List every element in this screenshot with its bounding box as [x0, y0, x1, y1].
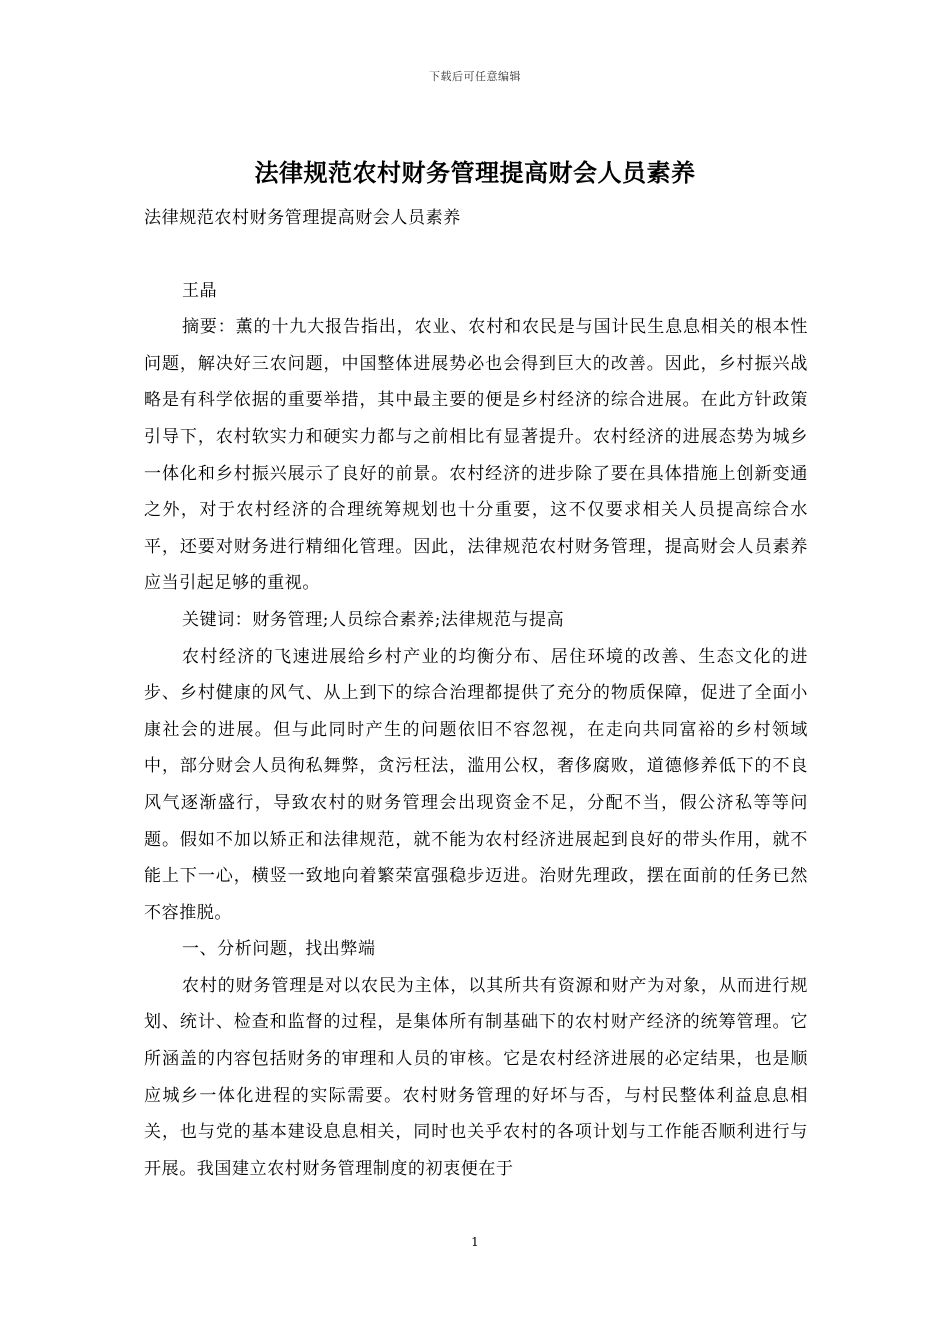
document-body — [144, 200, 808, 1187]
page-number: 1 — [471, 1235, 479, 1249]
document-title: 法律规范农村财务管理提高财会人员素养 — [254, 158, 696, 187]
body-paragraph-2: 农村的财务管理是对以农民为主体，以其所共有资源和财产为对象，从而进行规划、统计、检查和监督的过程，是集体所有制基础下的农村财产经济的统筹管理。它所涵盖的内容包括财务的审理和人员的审核。它是农村经济进展的必定结果，也是顺应城乡一体化进程的实际需要。农村财务管理的好坏与否，与村民整体利益息息相关，也与党的基本建设息息相关，同时也关乎农村的各项计划与工作能否顺利进行与开展。我国建立农村财务管理制度的初衷便在于 — [144, 975, 808, 1179]
header-note: 下载后可任意编辑 — [429, 70, 521, 83]
author-name: 王晶 — [182, 280, 218, 301]
section-heading-1: 一、分析问题，找出弊端 — [182, 939, 376, 960]
abstract-paragraph: 摘要：薫的十九大报告指出，农业、农村和农民是与国计民生息息相关的根本性问题，解决好三农问题，中国整体进展势必也会得到巨大的改善。因此，乡村振兴战略是有科学依据的重要举措，其中最主要的便是乡村经济的综合进展。在此方针政策引导下，农村软实力和硬实力都与之前相比有显著提升。农村经济的进展态势为城乡一体化和乡村振兴展示了良好的前景。农村经济的进步除了要在具体措施上创新变通之外，对于农村经济的合理统筹规划也十分重要，这不仅要求相关人员提高综合水平，还要对财务进行精细化管理。因此，法律规范农村财务管理，提高财会人员素养应当引起足够的重视。 — [144, 317, 808, 594]
document-subtitle: 法律规范农村财务管理提高财会人员素养 — [144, 208, 461, 228]
body-paragraph-1: 农村经济的飞速进展给乡村产业的均衡分布、居住环境的改善、生态文化的进步、乡村健康的风气、从上到下的综合治理都提供了充分的物质保障，促进了全面小康社会的进展。但与此同时产生的问题依旧不容忽视，在走向共同富裕的乡村领域中，部分财会人员徇私舞弊，贪污枉法，滥用公权，奢侈腐败，道德修养低下的不良风气逐渐盛行，导致农村的财务管理会出现资金不足，分配不当，假公济私等等问题。假如不加以矫正和法律规范，就不能为农村经济进展起到良好的带头作用，就不能上下一心，横竖一致地向着繁荣富强稳步迈进。治财先理政，摆在面前的任务已然不容推脱。 — [144, 646, 808, 923]
keywords-line: 关键词：财务管理;人员综合素养;法律规范与提高 — [182, 609, 565, 630]
